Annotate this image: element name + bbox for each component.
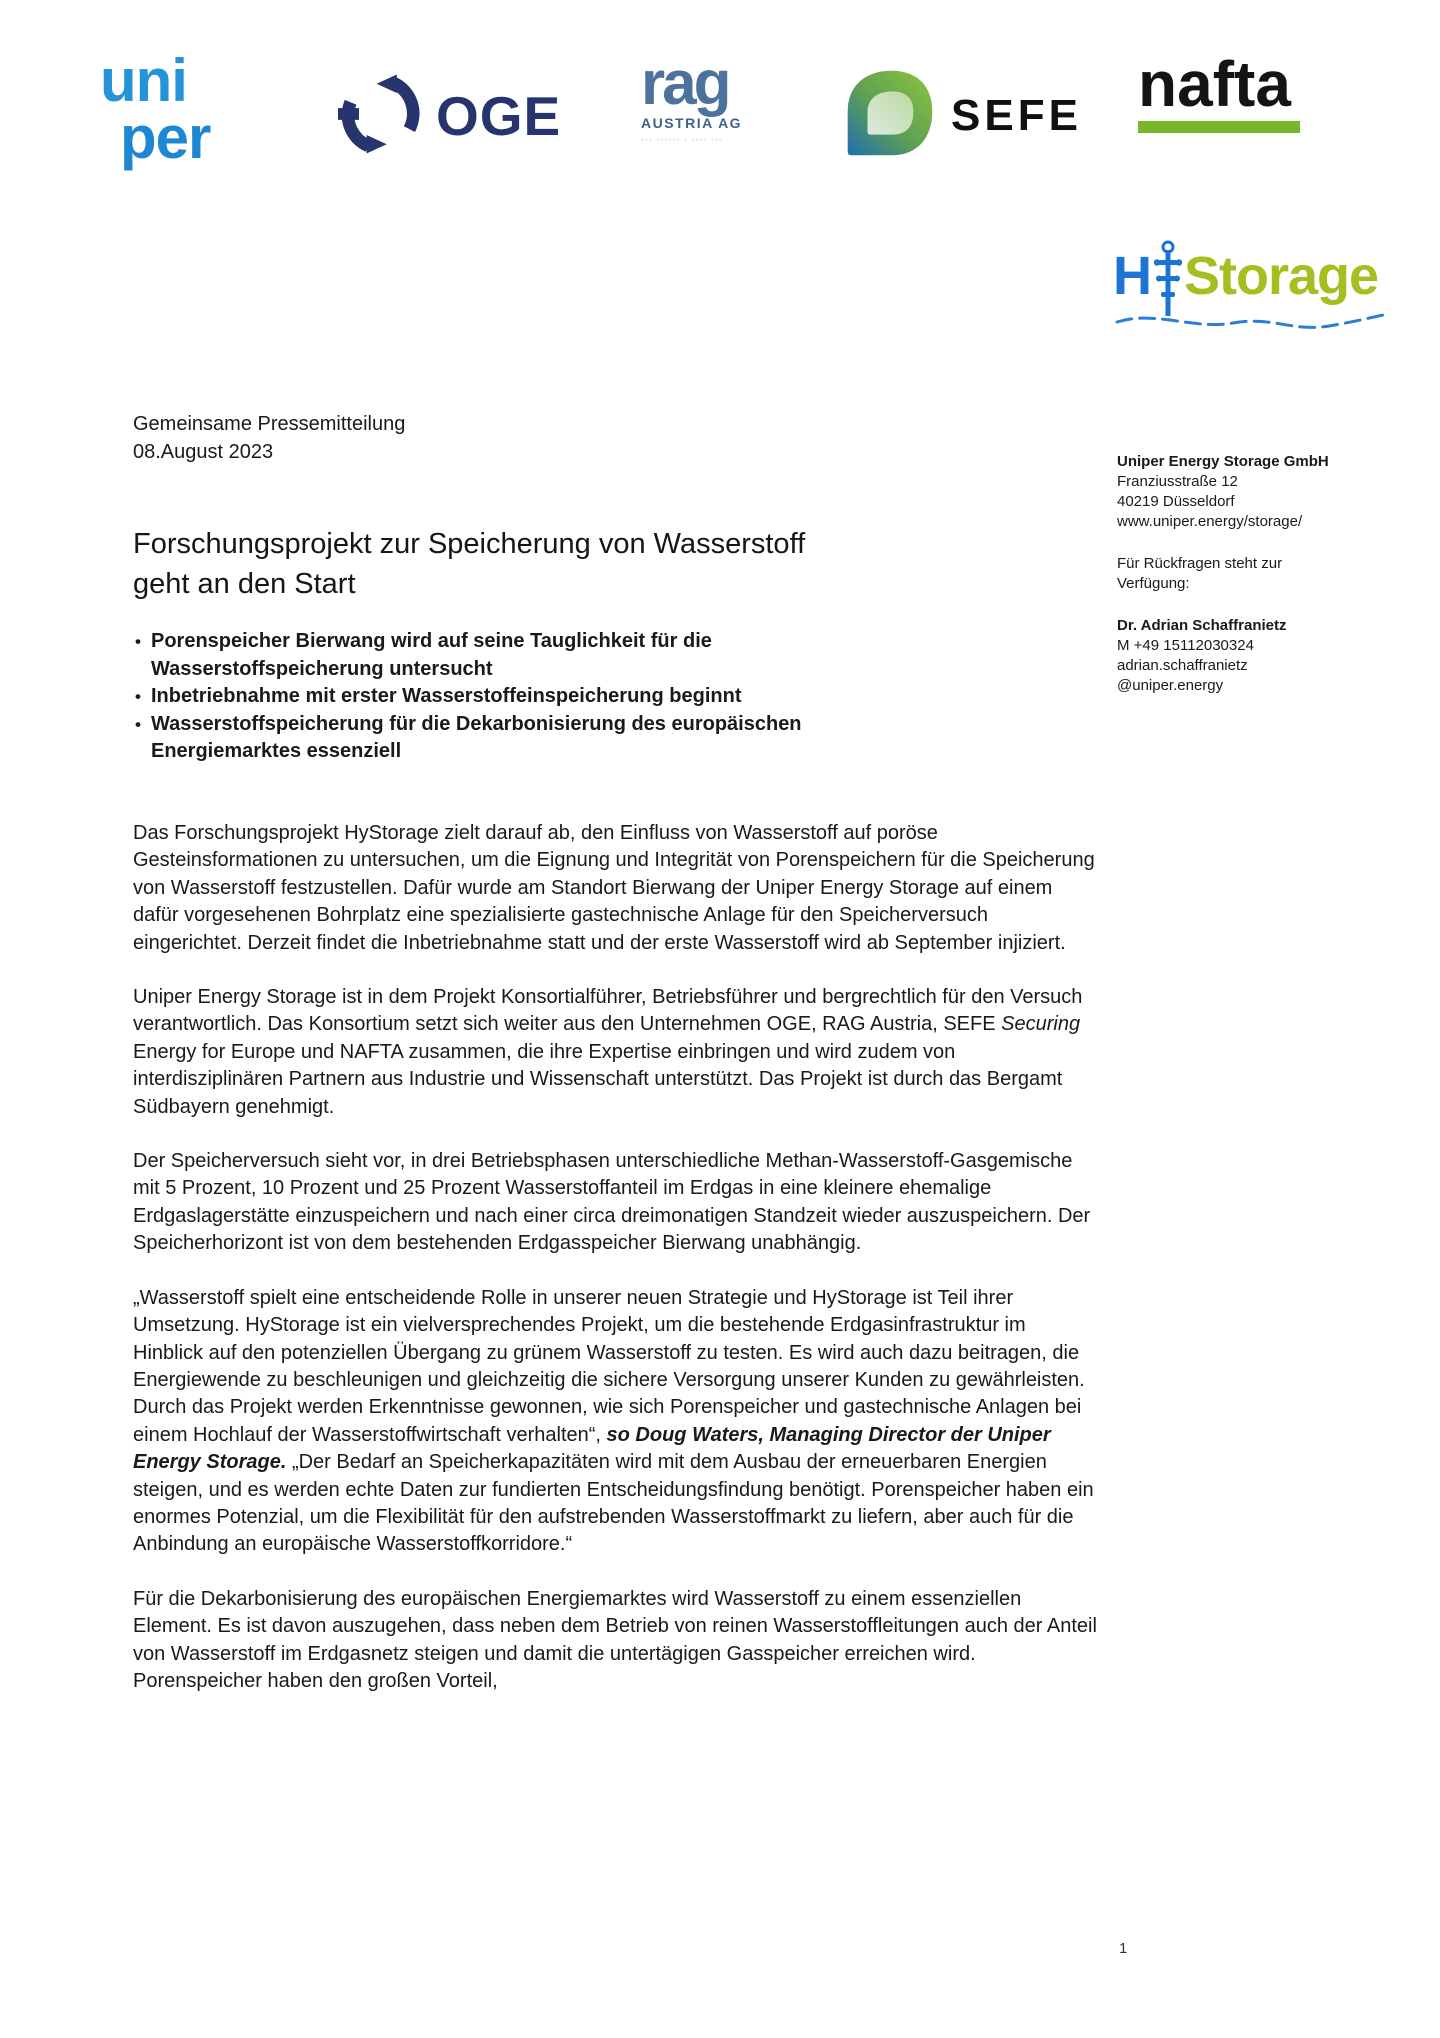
- release-meta: [133, 410, 405, 466]
- paragraph-quote: [133, 1285, 1100, 1559]
- nafta-wordmark: nafta: [1138, 48, 1291, 120]
- paragraph-decarbonisation: Für die Dekarbonisierung des europäischen Energiemarktes wird Wasserstoff zu einem essenziellen Element. Es ist davon auszugehen, dass neben dem Betrieb von reinen Wasserstoffleitungen auch der Anteil von Wasserstoff im Erdgasnetz steigen und damit die untertägigen Gasspeicher erreichen wird. Porenspeicher haben den großen Vorteil,: [133, 1587, 1097, 1692]
- contact-email-line2: @uniper.energy: [1117, 677, 1224, 694]
- uniper-logo: [100, 47, 211, 171]
- contact-phone: M +49 15112030324: [1117, 637, 1254, 654]
- rag-subline: AUSTRIA AG: [641, 115, 743, 131]
- list-item: • Wasserstoffspeicherung für die Dekarbonisierung des europäischen Energiemarktes essenziell: [133, 711, 933, 766]
- contact-email-line1: adrian.schaffranietz: [1117, 657, 1248, 674]
- hystorage-storage: Storage: [1184, 246, 1379, 306]
- sefe-logo: [845, 68, 1082, 163]
- page-number: 1: [1119, 1940, 1128, 1957]
- oge-logo: [338, 72, 561, 161]
- list-item: • Porenspeicher Bierwang wird auf seine Tauglichkeit für die Wasserstoffspeicherung untersucht: [133, 628, 933, 683]
- rag-wordmark: rag: [641, 49, 729, 118]
- company-address-block: [1117, 452, 1352, 532]
- contact-sidebar: [1117, 452, 1352, 718]
- oge-wordmark: OGE: [436, 85, 562, 147]
- quote-attribution: so Doug Waters, Managing Director der Uniper Energy Storage.: [133, 1423, 1051, 1474]
- paragraph-test-phases: Der Speicherversuch sieht vor, in drei Betriebsphasen unterschiedliche Methan-Wasserstoff-Gasgemische mit 5 Prozent, 10 Prozent und 25 Prozent Wasserstoffanteil im Erdgas in eine kleinere ehemalige Erdgaslagerstätte einzuspeichern und nach einer circa dreimonatigen Standzeit wieder auszuspeichern. Der Speicherhorizont ist von dem bestehenden Erdgasspeicher Bierwang unabhängig.: [133, 1150, 1091, 1255]
- nafta-green-underline: [1138, 121, 1300, 133]
- hystorage-h: H: [1113, 246, 1152, 306]
- quote-part-2: „Der Bedarf an Speicherkapazitäten wird mit dem Ausbau der erneuerbaren Energien steigen, und es werden echte Daten zur fundierten Entscheidungsfindung benötigt. Porenspeicher haben ein enormes Potenzial, um die Flexibilität für den aufstrebenden Wasserstoffmarkt zu liefern, aber auch für die Anbindung an europäische Wasserstoffkorridore.“: [133, 1451, 1094, 1556]
- key-points-list: [133, 628, 933, 766]
- page-title: Forschungsprojekt zur Speicherung von Wasserstoff geht an den Start: [133, 528, 806, 600]
- hystorage-logo: [1113, 246, 1393, 329]
- company-city: 40219 Düsseldorf: [1117, 493, 1235, 510]
- consortium-text-1: Uniper Energy Storage ist in dem Projekt Konsortialführer, Betriebsführer und bergrechtlich für den Versuch verantwortlich. Das Konsortium setzt sich weiter aus den Unternehmen OGE, RAG Austria, SEFE: [133, 986, 1083, 1036]
- sefe-brand-italic: Securing: [1001, 1013, 1081, 1036]
- uniper-wordmark-line1: uni: [100, 47, 187, 114]
- rag-tagline: ··· ······ · ···· ···: [641, 134, 723, 144]
- company-street: Franziusstraße 12: [1117, 473, 1238, 490]
- oge-circular-arrows-icon: [338, 72, 422, 161]
- sefe-wordmark: SEFE: [951, 90, 1082, 140]
- quote-part-1: „Wasserstoff spielt eine entscheidende Rolle in unserer neuen Strategie und HyStorage ist Teil ihrer Umsetzung. HyStorage ist ein vielversprechendes Projekt, um die bestehende Erdgasinfrastruktur im Hinblick auf den potenziellen Übergang zu grünem Wasserstoff zu testen. Es wird auch dazu beitragen, die Energiewende zu beschleunigen und gleichzeitig die sichere Versorgung unserer Kunden zu gewährleisten. Durch das Projekt werden Erkenntnisse gewonnen, wie sich Porenspeicher und gastechnische Anlagen bei einem Hochlauf der Wasserstoffwirtschaft verhalten“,: [133, 1286, 1085, 1446]
- company-name: Uniper Energy Storage GmbH: [1117, 453, 1329, 470]
- release-type: Gemeinsame Pressemitteilung: [133, 413, 406, 435]
- contact-person-block: [1117, 616, 1352, 696]
- water-wave-line: [1115, 306, 1387, 339]
- sefe-leaf-icon: [845, 68, 935, 163]
- company-website: www.uniper.energy/storage/: [1117, 513, 1303, 530]
- contact-intro: Für Rückfragen steht zur Verfügung:: [1117, 555, 1283, 592]
- release-date: 08.August 2023: [133, 441, 274, 463]
- paragraph-project-intro: Das Forschungsprojekt HyStorage zielt darauf ab, den Einfluss von Wasserstoff auf poröse Gesteinsformationen zu untersuchen, um die Eignung und Integrität von Porenspeichern für die Speicherung von Wasserstoff festzustellen. Dafür wurde am Standort Bierwang der Uniper Energy Storage auf einem dafür vorgesehenen Bohrplatz eine spezialisierte gastechnische Anlage für den Speicherversuch eingerichtet. Derzeit findet die Inbetriebnahme statt und der erste Wasserstoff wird ab September injiziert.: [133, 822, 1095, 954]
- consortium-text-2: Energy for Europe und NAFTA zusammen, die ihre Expertise einbringen und wird zudem von interdisziplinären Partnern aus Industrie und Wissenschaft unterstützt. Das Projekt ist durch das Bergamt Südbayern genehmigt.: [133, 1040, 1063, 1118]
- uniper-wordmark-line2: per: [120, 104, 211, 171]
- contact-name: Dr. Adrian Schaffranietz: [1117, 617, 1287, 634]
- list-item: • Inbetriebnahme mit erster Wasserstoffeinspeicherung beginnt: [133, 683, 933, 711]
- nafta-logo: [1138, 48, 1300, 133]
- rag-austria-logo: [641, 49, 743, 144]
- contact-intro-block: [1117, 554, 1352, 594]
- article-body: [133, 820, 1100, 1722]
- paragraph-consortium: [133, 984, 1100, 1121]
